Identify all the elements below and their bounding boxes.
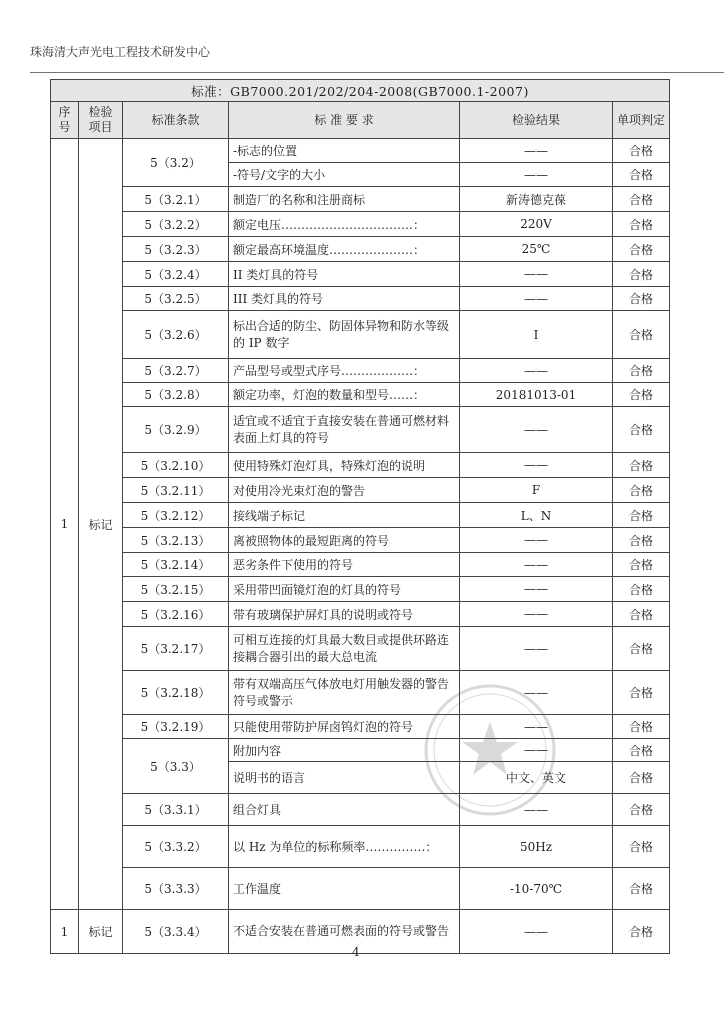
clause-cell: 5（3.2.8） (123, 383, 229, 407)
requirement-cell: 带有双端高压气体放电灯用触发器的警告符号或警示 (229, 671, 460, 715)
verdict-cell: 合格 (613, 553, 670, 577)
requirement-cell: 适宜或不适宜于直接安装在普通可燃材料表面上灯具的符号 (229, 407, 460, 453)
verdict-cell: 合格 (613, 407, 670, 453)
verdict-cell: 合格 (613, 287, 670, 311)
table-row (51, 794, 670, 826)
verdict-cell: 合格 (613, 212, 670, 237)
result-cell: L、N (460, 503, 613, 528)
result-cell: —— (460, 739, 613, 762)
table-row (51, 910, 670, 954)
clause-cell: 5（3.3） (123, 739, 229, 794)
header-result: 检验结果 (460, 102, 613, 139)
requirement-cell: 工作温度 (229, 868, 460, 910)
requirement-cell: -符号/文字的大小 (229, 163, 460, 187)
requirement-cell: 额定最高环境温度…………………： (229, 237, 460, 262)
verdict-cell: 合格 (613, 868, 670, 910)
table-row (51, 627, 670, 671)
inspection-table (50, 79, 670, 954)
requirement-cell: 标出合适的防尘、防固体异物和防水等级的 IP 数字 (229, 311, 460, 359)
clause-cell: 5（3.2.17） (123, 627, 229, 671)
item-cell: 标记 (79, 139, 123, 910)
result-cell: 25℃ (460, 237, 613, 262)
table-row (51, 868, 670, 910)
requirement-cell: III 类灯具的符号 (229, 287, 460, 311)
requirement-cell: 可相互连接的灯具最大数目或提供环路连接耦合器引出的最大总电流 (229, 627, 460, 671)
verdict-cell: 合格 (613, 739, 670, 762)
requirement-cell: 对使用冷光束灯泡的警告 (229, 478, 460, 503)
table-row (51, 453, 670, 478)
requirement-cell: II 类灯具的符号 (229, 262, 460, 287)
verdict-cell: 合格 (613, 453, 670, 478)
verdict-cell: 合格 (613, 262, 670, 287)
requirement-cell: 不适合安装在普通可燃表面的符号或警告 (229, 910, 460, 954)
table-row (51, 237, 670, 262)
verdict-cell: 合格 (613, 359, 670, 383)
result-cell: —— (460, 407, 613, 453)
seq-cell: 1 (51, 139, 79, 910)
requirement-cell: 使用特殊灯泡灯具，特殊灯泡的说明 (229, 453, 460, 478)
clause-cell: 5（3.2.6） (123, 311, 229, 359)
clause-cell: 5（3.2.12） (123, 503, 229, 528)
seq-cell: 1 (51, 910, 79, 954)
verdict-cell: 合格 (613, 794, 670, 826)
table-row (51, 577, 670, 602)
result-cell: —— (460, 671, 613, 715)
table-row (51, 715, 670, 739)
table-row (51, 311, 670, 359)
clause-cell: 5（3.3.2） (123, 826, 229, 868)
requirement-cell: 附加内容 (229, 739, 460, 762)
requirement-cell: 离被照物体的最短距离的符号 (229, 528, 460, 553)
table-row (51, 187, 670, 212)
verdict-cell: 合格 (613, 503, 670, 528)
result-cell: —— (460, 794, 613, 826)
result-cell: —— (460, 453, 613, 478)
clause-cell: 5（3.3.4） (123, 910, 229, 954)
requirement-cell: 说明书的语言 (229, 762, 460, 794)
table-row (51, 503, 670, 528)
result-cell: —— (460, 602, 613, 627)
verdict-cell: 合格 (613, 627, 670, 671)
clause-cell: 5（3.2.1） (123, 187, 229, 212)
verdict-cell: 合格 (613, 139, 670, 163)
verdict-cell: 合格 (613, 478, 670, 503)
result-cell: —— (460, 359, 613, 383)
header-rule (30, 72, 724, 73)
standard-row (51, 80, 670, 102)
result-cell: —— (460, 262, 613, 287)
clause-cell: 5（3.2.14） (123, 553, 229, 577)
result-cell: 220V (460, 212, 613, 237)
requirement-cell: 制造厂的名称和注册商标 (229, 187, 460, 212)
clause-cell: 5（3.2.5） (123, 287, 229, 311)
seal-stamp-icon (420, 680, 560, 820)
table-row (51, 602, 670, 627)
requirement-cell: 采用带凹面镜灯泡的灯具的符号 (229, 577, 460, 602)
clause-cell: 5（3.2） (123, 139, 229, 187)
clause-cell: 5（3.3.1） (123, 794, 229, 826)
clause-cell: 5（3.2.2） (123, 212, 229, 237)
requirement-cell: 只能使用带防护屏卤钨灯泡的符号 (229, 715, 460, 739)
result-cell: —— (460, 139, 613, 163)
table-row (51, 528, 670, 553)
requirement-cell: 恶劣条件下使用的符号 (229, 553, 460, 577)
result-cell: —— (460, 577, 613, 602)
clause-cell: 5（3.2.15） (123, 577, 229, 602)
table-row (51, 359, 670, 383)
clause-cell: 5（3.2.11） (123, 478, 229, 503)
requirement-cell: 组合灯具 (229, 794, 460, 826)
verdict-cell: 合格 (613, 237, 670, 262)
requirement-cell: 额定电压……………………………： (229, 212, 460, 237)
result-cell: 新涛德克葆 (460, 187, 613, 212)
result-cell: —— (460, 528, 613, 553)
verdict-cell: 合格 (613, 187, 670, 212)
clause-cell: 5（3.2.3） (123, 237, 229, 262)
result-cell: 20181013-01 (460, 383, 613, 407)
verdict-cell: 合格 (613, 910, 670, 954)
result-cell: I (460, 311, 613, 359)
table-row (51, 212, 670, 237)
result-cell: —— (460, 163, 613, 187)
verdict-cell: 合格 (613, 762, 670, 794)
clause-cell: 5（3.2.9） (123, 407, 229, 453)
table-row (51, 739, 670, 762)
organization-header: 珠海清大声光电工程技术研发中心 (30, 45, 211, 59)
result-cell: F (460, 478, 613, 503)
verdict-cell: 合格 (613, 826, 670, 868)
requirement-cell: 接线端子标记 (229, 503, 460, 528)
verdict-cell: 合格 (613, 311, 670, 359)
result-cell: —— (460, 553, 613, 577)
table-row (51, 287, 670, 311)
header-verdict: 单项判定 (613, 102, 670, 139)
verdict-cell: 合格 (613, 577, 670, 602)
column-header-row (51, 102, 670, 139)
result-cell: 50Hz (460, 826, 613, 868)
requirement-cell: 以 Hz 为单位的标称频率……………： (229, 826, 460, 868)
verdict-cell: 合格 (613, 528, 670, 553)
verdict-cell: 合格 (613, 715, 670, 739)
table-row (51, 383, 670, 407)
requirement-cell: -标志的位置 (229, 139, 460, 163)
table-row (51, 553, 670, 577)
table-row (51, 407, 670, 453)
header-item: 检验项目 (79, 102, 123, 139)
result-cell: 中文、英文 (460, 762, 613, 794)
header-clause: 标准条款 (123, 102, 229, 139)
clause-cell: 5（3.2.7） (123, 359, 229, 383)
header-requirement: 标 准 要 求 (229, 102, 460, 139)
result-cell: —— (460, 287, 613, 311)
requirement-cell: 额定功率，灯泡的数量和型号……： (229, 383, 460, 407)
item-cell: 标记 (79, 910, 123, 954)
result-cell: —— (460, 910, 613, 954)
standard-cell: 标准：GB7000.201/202/204-2008(GB7000.1-2007) (51, 80, 670, 102)
result-cell: —— (460, 715, 613, 739)
clause-cell: 5（3.2.18） (123, 671, 229, 715)
table-row (51, 262, 670, 287)
result-cell: -10-70℃ (460, 868, 613, 910)
requirement-cell: 带有玻璃保护屏灯具的说明或符号 (229, 602, 460, 627)
verdict-cell: 合格 (613, 163, 670, 187)
page-number: 4 (352, 945, 360, 959)
table-row (51, 478, 670, 503)
table-row (51, 671, 670, 715)
verdict-cell: 合格 (613, 383, 670, 407)
clause-cell: 5（3.2.16） (123, 602, 229, 627)
clause-cell: 5（3.2.10） (123, 453, 229, 478)
requirement-cell: 产品型号或型式序号………………： (229, 359, 460, 383)
clause-cell: 5（3.3.3） (123, 868, 229, 910)
table-row (51, 139, 670, 163)
clause-cell: 5（3.2.13） (123, 528, 229, 553)
clause-cell: 5（3.2.19） (123, 715, 229, 739)
verdict-cell: 合格 (613, 602, 670, 627)
clause-cell: 5（3.2.4） (123, 262, 229, 287)
header-seq: 序号 (51, 102, 79, 139)
result-cell: —— (460, 627, 613, 671)
table-row (51, 826, 670, 868)
verdict-cell: 合格 (613, 671, 670, 715)
